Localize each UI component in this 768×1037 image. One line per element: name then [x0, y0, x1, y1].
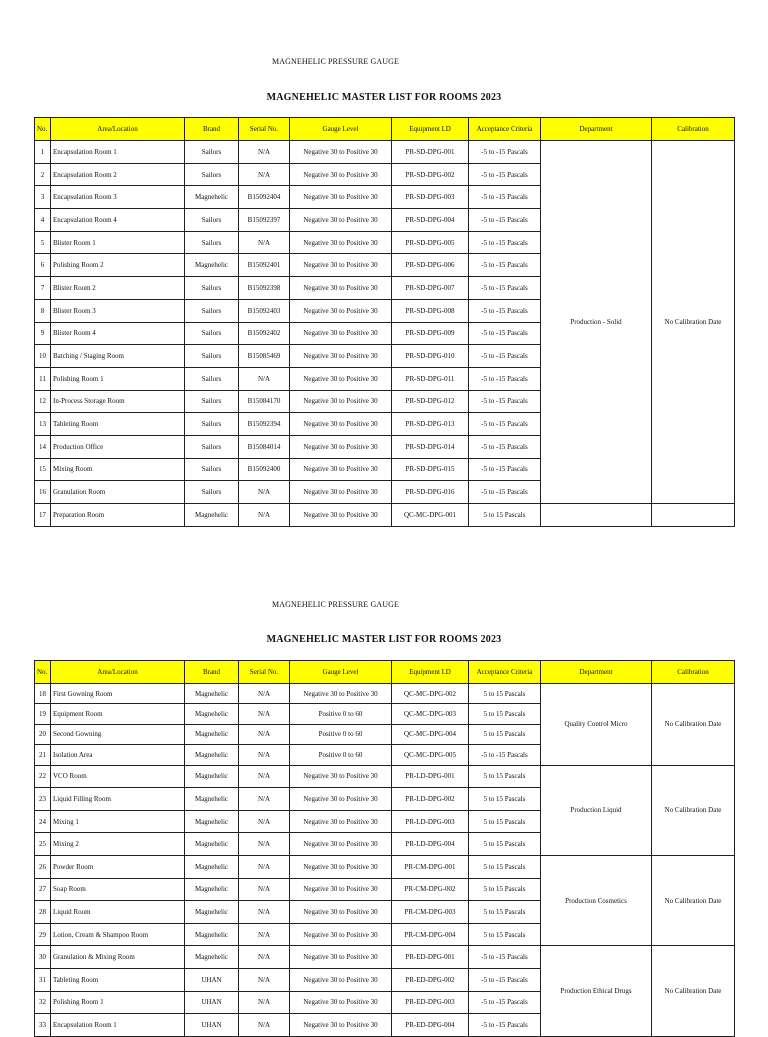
brand-cell: Sailors [185, 458, 239, 481]
serial-number-cell: N/A [239, 141, 290, 164]
acceptance-criteria-cell: -5 to -15 Pascals [469, 435, 541, 458]
acceptance-criteria-cell: 5 to 15 Pascals [469, 901, 541, 924]
master-list-table [34, 660, 735, 1037]
column-header-calibration: Calibration [652, 118, 735, 141]
area-location-cell: Tableting Room [51, 413, 185, 436]
area-location-cell: Mixing 2 [51, 833, 185, 856]
equipment-id-cell: PR-LD-DPG-001 [392, 765, 469, 788]
acceptance-criteria-cell: -5 to -15 Pascals [469, 186, 541, 209]
column-header-brand: Brand [185, 118, 239, 141]
acceptance-criteria-cell: -5 to -15 Pascals [469, 231, 541, 254]
acceptance-criteria-cell: 5 to 15 Pascals [469, 788, 541, 811]
serial-number-cell: N/A [239, 504, 290, 527]
table-row [35, 855, 735, 878]
area-location-cell: Lotion, Cream & Shampoo Room [51, 923, 185, 946]
column-header-equipment-id: Equipment I.D [392, 118, 469, 141]
gauge-level-cell: Negative 30 to Positive 30 [290, 855, 392, 878]
area-location-cell: Soap Room [51, 878, 185, 901]
calibration-cell: No Calibration Date [652, 141, 735, 504]
area-location-cell: Encapsulation Room 1 [51, 141, 185, 164]
equipment-id-cell: QC-MC-DPG-005 [392, 745, 469, 765]
gauge-level-cell: Negative 30 to Positive 30 [290, 299, 392, 322]
equipment-id-cell: PR-SD-DPG-003 [392, 186, 469, 209]
department-cell: Quality Control Micro [541, 684, 652, 766]
serial-number-cell: B15084014 [239, 435, 290, 458]
area-location-cell: Encapsulation Room 2 [51, 163, 185, 186]
gauge-level-cell: Negative 30 to Positive 30 [290, 1014, 392, 1037]
acceptance-criteria-cell: 5 to 15 Pascals [469, 504, 541, 527]
calibration-cell: No Calibration Date [652, 855, 735, 945]
acceptance-criteria-cell: -5 to -15 Pascals [469, 209, 541, 232]
gauge-level-cell: Negative 30 to Positive 30 [290, 390, 392, 413]
gauge-level-cell: Positive 0 to 60 [290, 704, 392, 724]
area-location-cell: Granulation & Mixing Room [51, 946, 185, 969]
equipment-id-cell: PR-SD-DPG-005 [392, 231, 469, 254]
gauge-level-cell: Negative 30 to Positive 30 [290, 458, 392, 481]
equipment-id-cell: PR-LD-DPG-004 [392, 833, 469, 856]
gauge-level-cell: Negative 30 to Positive 30 [290, 504, 392, 527]
brand-cell: Sailors [185, 209, 239, 232]
gauge-level-cell: Positive 0 to 60 [290, 745, 392, 765]
equipment-id-cell: QC-MC-DPG-001 [392, 504, 469, 527]
serial-number-cell: B15092398 [239, 277, 290, 300]
acceptance-criteria-cell: -5 to -15 Pascals [469, 367, 541, 390]
table-header-row [35, 118, 735, 141]
brand-cell: Sailors [185, 299, 239, 322]
gauge-level-cell: Negative 30 to Positive 30 [290, 254, 392, 277]
acceptance-criteria-cell: 5 to 15 Pascals [469, 724, 541, 744]
area-location-cell: Encapsulation Room 4 [51, 209, 185, 232]
serial-number-cell: B15092402 [239, 322, 290, 345]
department-cell: Production - Solid [541, 141, 652, 504]
department-cell [541, 504, 652, 527]
brand-cell: Magnehelic [185, 810, 239, 833]
department-cell: Production Cosmetics [541, 855, 652, 945]
brand-cell: Magnehelic [185, 833, 239, 856]
row-number: 15 [35, 458, 51, 481]
table-row [35, 504, 735, 527]
acceptance-criteria-cell: 5 to 15 Pascals [469, 684, 541, 704]
gauge-level-cell: Negative 30 to Positive 30 [290, 833, 392, 856]
gauge-level-cell: Negative 30 to Positive 30 [290, 684, 392, 704]
brand-cell: Sailors [185, 390, 239, 413]
serial-number-cell: B15092401 [239, 254, 290, 277]
equipment-id-cell: PR-CM-DPG-001 [392, 855, 469, 878]
equipment-id-cell: PR-SD-DPG-001 [392, 141, 469, 164]
brand-cell: Magnehelic [185, 878, 239, 901]
brand-cell: Sailors [185, 367, 239, 390]
row-number: 8 [35, 299, 51, 322]
area-location-cell: Polishing Room 2 [51, 254, 185, 277]
area-location-cell: Blister Room 2 [51, 277, 185, 300]
area-location-cell: Liquid Room [51, 901, 185, 924]
table-header-row [35, 661, 735, 684]
brand-cell: Sailors [185, 141, 239, 164]
serial-number-cell: N/A [239, 367, 290, 390]
equipment-id-cell: PR-SD-DPG-002 [392, 163, 469, 186]
document-title: MAGNEHELIC PRESSURE GAUGE [272, 57, 399, 66]
column-header-gauge: Gauge Level [290, 661, 392, 684]
gauge-level-cell: Negative 30 to Positive 30 [290, 163, 392, 186]
row-number: 32 [35, 991, 51, 1014]
department-cell: Production Ethical Drugs [541, 946, 652, 1036]
brand-cell: Sailors [185, 481, 239, 504]
acceptance-criteria-cell: 5 to 15 Pascals [469, 833, 541, 856]
row-number: 14 [35, 435, 51, 458]
area-location-cell: Equipment Room [51, 704, 185, 724]
acceptance-criteria-cell: 5 to 15 Pascals [469, 704, 541, 724]
column-header-gauge: Gauge Level [290, 118, 392, 141]
brand-cell: Sailors [185, 322, 239, 345]
gauge-level-cell: Negative 30 to Positive 30 [290, 435, 392, 458]
row-number: 27 [35, 878, 51, 901]
equipment-id-cell: PR-SD-DPG-012 [392, 390, 469, 413]
row-number: 28 [35, 901, 51, 924]
equipment-id-cell: PR-ED-DPG-001 [392, 946, 469, 969]
row-number: 24 [35, 810, 51, 833]
row-number: 9 [35, 322, 51, 345]
equipment-id-cell: PR-SD-DPG-006 [392, 254, 469, 277]
column-header-calibration: Calibration [652, 661, 735, 684]
serial-number-cell: B15085469 [239, 345, 290, 368]
serial-number-cell: N/A [239, 991, 290, 1014]
acceptance-criteria-cell: -5 to -15 Pascals [469, 277, 541, 300]
serial-number-cell: N/A [239, 704, 290, 724]
document-subtitle: MAGNEHELIC MASTER LIST FOR ROOMS 2023 [266, 634, 502, 645]
row-number: 22 [35, 765, 51, 788]
document-subtitle: MAGNEHELIC MASTER LIST FOR ROOMS 2023 [266, 92, 502, 103]
equipment-id-cell: PR-ED-DPG-003 [392, 991, 469, 1014]
gauge-level-cell: Negative 30 to Positive 30 [290, 413, 392, 436]
brand-cell: Magnehelic [185, 684, 239, 704]
acceptance-criteria-cell: -5 to -15 Pascals [469, 141, 541, 164]
serial-number-cell: N/A [239, 765, 290, 788]
serial-number-cell: B15092404 [239, 186, 290, 209]
row-number: 20 [35, 724, 51, 744]
column-header-serial: Serial No. [239, 118, 290, 141]
gauge-level-cell: Negative 30 to Positive 30 [290, 141, 392, 164]
serial-number-cell: N/A [239, 163, 290, 186]
row-number: 16 [35, 481, 51, 504]
serial-number-cell: N/A [239, 481, 290, 504]
acceptance-criteria-cell: -5 to -15 Pascals [469, 1014, 541, 1037]
area-location-cell: Production Office [51, 435, 185, 458]
acceptance-criteria-cell: -5 to -15 Pascals [469, 299, 541, 322]
acceptance-criteria-cell: -5 to -15 Pascals [469, 481, 541, 504]
area-location-cell: Batching / Staging Room [51, 345, 185, 368]
calibration-cell: No Calibration Date [652, 765, 735, 855]
calibration-cell: No Calibration Date [652, 946, 735, 1036]
brand-cell: Magnehelic [185, 765, 239, 788]
area-location-cell: Tableting Room [51, 968, 185, 991]
column-header-equipment-id: Equipment I.D [392, 661, 469, 684]
row-number: 31 [35, 968, 51, 991]
area-location-cell: Blister Room 3 [51, 299, 185, 322]
brand-cell: Sailors [185, 163, 239, 186]
column-header-no: No. [35, 118, 51, 141]
equipment-id-cell: PR-SD-DPG-014 [392, 435, 469, 458]
row-number: 10 [35, 345, 51, 368]
equipment-id-cell: PR-SD-DPG-015 [392, 458, 469, 481]
gauge-level-cell: Negative 30 to Positive 30 [290, 968, 392, 991]
row-number: 23 [35, 788, 51, 811]
equipment-id-cell: PR-CM-DPG-002 [392, 878, 469, 901]
gauge-level-cell: Negative 30 to Positive 30 [290, 901, 392, 924]
area-location-cell: First Gowning Room [51, 684, 185, 704]
row-number: 12 [35, 390, 51, 413]
equipment-id-cell: PR-CM-DPG-003 [392, 901, 469, 924]
column-header-no: No. [35, 661, 51, 684]
row-number: 30 [35, 946, 51, 969]
acceptance-criteria-cell: 5 to 15 Pascals [469, 878, 541, 901]
equipment-id-cell: PR-ED-DPG-002 [392, 968, 469, 991]
serial-number-cell: N/A [239, 724, 290, 744]
calibration-cell: No Calibration Date [652, 684, 735, 766]
row-number: 7 [35, 277, 51, 300]
row-number: 17 [35, 504, 51, 527]
acceptance-criteria-cell: 5 to 15 Pascals [469, 765, 541, 788]
serial-number-cell: N/A [239, 684, 290, 704]
acceptance-criteria-cell: -5 to -15 Pascals [469, 946, 541, 969]
brand-cell: UHAN [185, 968, 239, 991]
serial-number-cell: N/A [239, 745, 290, 765]
gauge-level-cell: Negative 30 to Positive 30 [290, 923, 392, 946]
serial-number-cell: B15084170 [239, 390, 290, 413]
row-number: 26 [35, 855, 51, 878]
area-location-cell: Encapsulation Room 3 [51, 186, 185, 209]
acceptance-criteria-cell: -5 to -15 Pascals [469, 458, 541, 481]
acceptance-criteria-cell: -5 to -15 Pascals [469, 322, 541, 345]
row-number: 25 [35, 833, 51, 856]
gauge-level-cell: Negative 30 to Positive 30 [290, 788, 392, 811]
master-list-table [34, 117, 735, 527]
equipment-id-cell: PR-SD-DPG-011 [392, 367, 469, 390]
area-location-cell: Liquid Filling Room [51, 788, 185, 811]
brand-cell: UHAN [185, 991, 239, 1014]
acceptance-criteria-cell: -5 to -15 Pascals [469, 345, 541, 368]
brand-cell: Magnehelic [185, 186, 239, 209]
row-number: 5 [35, 231, 51, 254]
row-number: 11 [35, 367, 51, 390]
serial-number-cell: N/A [239, 833, 290, 856]
area-location-cell: Polishing Room 1 [51, 367, 185, 390]
brand-cell: Sailors [185, 345, 239, 368]
column-header-acceptance-criteria: Acceptance Criteria [469, 118, 541, 141]
brand-cell: Magnehelic [185, 745, 239, 765]
gauge-level-cell: Negative 30 to Positive 30 [290, 186, 392, 209]
column-header-brand: Brand [185, 661, 239, 684]
equipment-id-cell: QC-MC-DPG-003 [392, 704, 469, 724]
row-number: 3 [35, 186, 51, 209]
column-header-serial: Serial No. [239, 661, 290, 684]
area-location-cell: Granulation Room [51, 481, 185, 504]
area-location-cell: Second Gowning [51, 724, 185, 744]
acceptance-criteria-cell: 5 to 15 Pascals [469, 810, 541, 833]
serial-number-cell: N/A [239, 878, 290, 901]
brand-cell: Sailors [185, 277, 239, 300]
area-location-cell: Preparation Room [51, 504, 185, 527]
serial-number-cell: N/A [239, 1014, 290, 1037]
serial-number-cell: N/A [239, 946, 290, 969]
brand-cell: Magnehelic [185, 724, 239, 744]
brand-cell: Magnehelic [185, 855, 239, 878]
acceptance-criteria-cell: -5 to -15 Pascals [469, 390, 541, 413]
brand-cell: Sailors [185, 413, 239, 436]
brand-cell: Magnehelic [185, 946, 239, 969]
serial-number-cell: N/A [239, 231, 290, 254]
gauge-level-cell: Negative 30 to Positive 30 [290, 946, 392, 969]
equipment-id-cell: QC-MC-DPG-004 [392, 724, 469, 744]
acceptance-criteria-cell: -5 to -15 Pascals [469, 413, 541, 436]
table-row [35, 684, 735, 704]
brand-cell: Magnehelic [185, 788, 239, 811]
brand-cell: Magnehelic [185, 901, 239, 924]
gauge-level-cell: Negative 30 to Positive 30 [290, 481, 392, 504]
area-location-cell: Powder Room [51, 855, 185, 878]
serial-number-cell: B15092403 [239, 299, 290, 322]
equipment-id-cell: PR-ED-DPG-004 [392, 1014, 469, 1037]
column-header-department: Department [541, 118, 652, 141]
acceptance-criteria-cell: -5 to -15 Pascals [469, 968, 541, 991]
gauge-level-cell: Negative 30 to Positive 30 [290, 209, 392, 232]
document-title: MAGNEHELIC PRESSURE GAUGE [272, 600, 399, 609]
row-number: 33 [35, 1014, 51, 1037]
serial-number-cell: N/A [239, 923, 290, 946]
equipment-id-cell: PR-SD-DPG-009 [392, 322, 469, 345]
gauge-level-cell: Negative 30 to Positive 30 [290, 878, 392, 901]
table-row [35, 141, 735, 164]
row-number: 18 [35, 684, 51, 704]
equipment-id-cell: PR-SD-DPG-013 [392, 413, 469, 436]
column-header-department: Department [541, 661, 652, 684]
acceptance-criteria-cell: -5 to -15 Pascals [469, 991, 541, 1014]
row-number: 19 [35, 704, 51, 724]
acceptance-criteria-cell: -5 to -15 Pascals [469, 163, 541, 186]
equipment-id-cell: PR-SD-DPG-007 [392, 277, 469, 300]
area-location-cell: VCO Room [51, 765, 185, 788]
gauge-level-cell: Negative 30 to Positive 30 [290, 991, 392, 1014]
area-location-cell: Blister Room 1 [51, 231, 185, 254]
brand-cell: Magnehelic [185, 923, 239, 946]
row-number: 29 [35, 923, 51, 946]
equipment-id-cell: PR-SD-DPG-004 [392, 209, 469, 232]
brand-cell: Sailors [185, 435, 239, 458]
brand-cell: Sailors [185, 231, 239, 254]
column-header-area: Area/Location [51, 118, 185, 141]
equipment-id-cell: PR-SD-DPG-010 [392, 345, 469, 368]
gauge-level-cell: Negative 30 to Positive 30 [290, 322, 392, 345]
brand-cell: Magnehelic [185, 704, 239, 724]
gauge-level-cell: Negative 30 to Positive 30 [290, 345, 392, 368]
equipment-id-cell: PR-LD-DPG-002 [392, 788, 469, 811]
area-location-cell: Mixing 1 [51, 810, 185, 833]
area-location-cell: Mixing Room [51, 458, 185, 481]
gauge-level-cell: Negative 30 to Positive 30 [290, 810, 392, 833]
gauge-level-cell: Negative 30 to Positive 30 [290, 765, 392, 788]
equipment-id-cell: PR-SD-DPG-016 [392, 481, 469, 504]
gauge-level-cell: Negative 30 to Positive 30 [290, 277, 392, 300]
acceptance-criteria-cell: -5 to -15 Pascals [469, 254, 541, 277]
row-number: 4 [35, 209, 51, 232]
calibration-cell [652, 504, 735, 527]
equipment-id-cell: QC-MC-DPG-002 [392, 684, 469, 704]
brand-cell: Magnehelic [185, 504, 239, 527]
acceptance-criteria-cell: -5 to -15 Pascals [469, 745, 541, 765]
area-location-cell: Blister Room 4 [51, 322, 185, 345]
brand-cell: UHAN [185, 1014, 239, 1037]
serial-number-cell: N/A [239, 901, 290, 924]
gauge-level-cell: Negative 30 to Positive 30 [290, 231, 392, 254]
row-number: 13 [35, 413, 51, 436]
area-location-cell: Polishing Room 1 [51, 991, 185, 1014]
area-location-cell: Encapsulation Room 1 [51, 1014, 185, 1037]
serial-number-cell: B15092400 [239, 458, 290, 481]
equipment-id-cell: PR-SD-DPG-008 [392, 299, 469, 322]
serial-number-cell: B15092394 [239, 413, 290, 436]
table-row [35, 765, 735, 788]
acceptance-criteria-cell: 5 to 15 Pascals [469, 855, 541, 878]
area-location-cell: Isolation Area [51, 745, 185, 765]
equipment-id-cell: PR-LD-DPG-003 [392, 810, 469, 833]
department-cell: Production Liquid [541, 765, 652, 855]
gauge-level-cell: Negative 30 to Positive 30 [290, 367, 392, 390]
row-number: 2 [35, 163, 51, 186]
brand-cell: Magnehelic [185, 254, 239, 277]
serial-number-cell: N/A [239, 810, 290, 833]
column-header-acceptance-criteria: Acceptance Criteria [469, 661, 541, 684]
serial-number-cell: N/A [239, 855, 290, 878]
equipment-id-cell: PR-CM-DPG-004 [392, 923, 469, 946]
area-location-cell: In-Process Storage Room [51, 390, 185, 413]
serial-number-cell: N/A [239, 788, 290, 811]
row-number: 1 [35, 141, 51, 164]
serial-number-cell: N/A [239, 968, 290, 991]
column-header-area: Area/Location [51, 661, 185, 684]
table-row [35, 946, 735, 969]
gauge-level-cell: Positive 0 to 60 [290, 724, 392, 744]
row-number: 6 [35, 254, 51, 277]
acceptance-criteria-cell: 5 to 15 Pascals [469, 923, 541, 946]
row-number: 21 [35, 745, 51, 765]
serial-number-cell: B15092397 [239, 209, 290, 232]
